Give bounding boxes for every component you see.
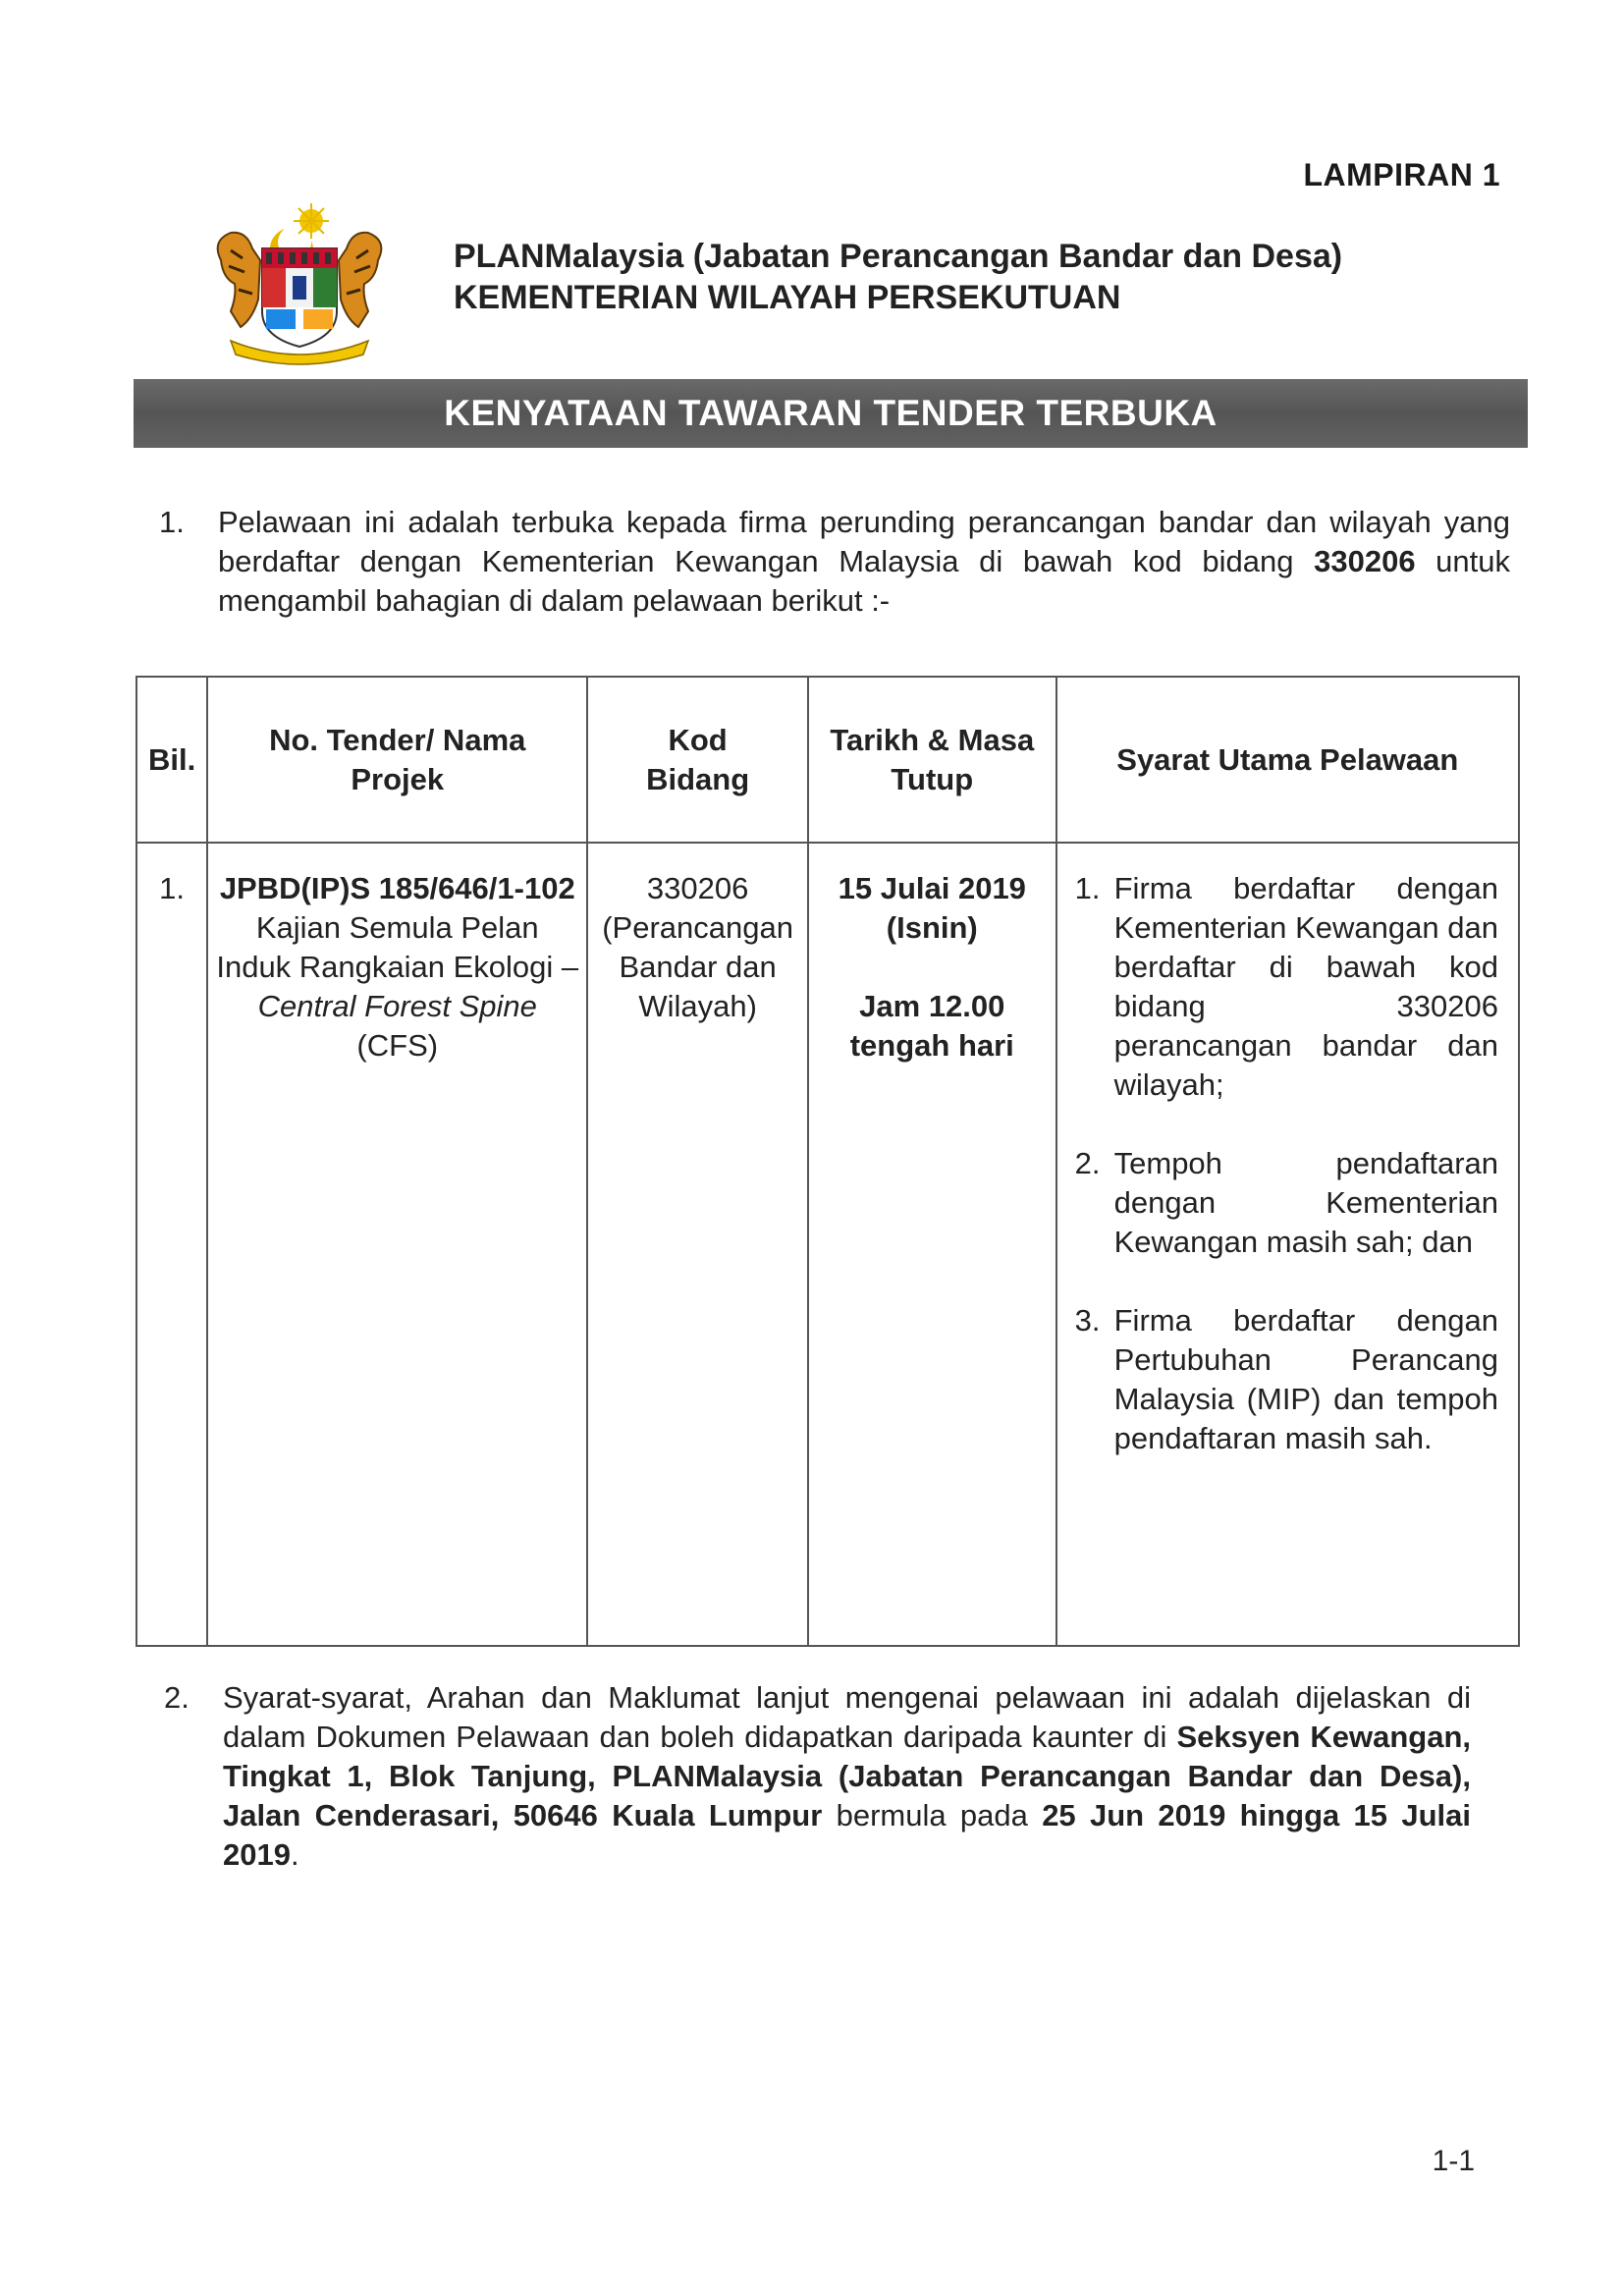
condition-item xyxy=(1075,1301,1498,1458)
header-bil: Bil. xyxy=(136,677,207,843)
closing-time: Jam 12.00 xyxy=(859,989,1005,1023)
closing-time-2: tengah hari xyxy=(849,1028,1014,1063)
header-kod: Kod Bidang xyxy=(587,677,808,843)
page-number: 1-1 xyxy=(1432,2145,1475,2177)
condition-text: Tempoh pendaftaran dengan Kementerian Kewangan masih sah; dan xyxy=(1113,1146,1498,1259)
cell-kod xyxy=(587,843,808,1646)
paragraph-1-number: 1. xyxy=(159,505,185,539)
tender-number: JPBD(IP)S 185/646/1-102 xyxy=(219,871,575,905)
paragraph-2-location: Seksyen Kewangan, Tingkat 1, Blok Tanjung, PLANMalaysia (Jabatan Perancangan Bandar dan Desa), Jalan Cenderasari, 50646 Kuala Lumpur xyxy=(223,1720,1471,1832)
header-tarikh: Tarikh & Masa Tutup xyxy=(808,677,1056,843)
condition-number: 3. xyxy=(1074,1303,1101,1338)
table-row xyxy=(136,843,1519,1646)
condition-text: Firma berdaftar dengan Pertubuhan Perancang Malaysia (MIP) dan tempoh pendaftaran masih sah. xyxy=(1113,1303,1498,1455)
table-header-row xyxy=(136,677,1519,843)
closing-date: 15 Julai 2019 xyxy=(838,871,1026,905)
project-name-suffix: (CFS) xyxy=(356,1028,439,1063)
paragraph-1 xyxy=(159,503,1511,621)
organization-name xyxy=(454,236,1342,318)
header-tender: No. Tender/ Nama Projek xyxy=(207,677,587,843)
tender-table xyxy=(135,676,1520,1647)
document-title-banner xyxy=(134,379,1528,448)
project-name-plain: Kajian Semula Pelan Induk Rangkaian Ekologi – xyxy=(216,910,579,984)
organization-line-2: KEMENTERIAN WILAYAH PERSEKUTUAN xyxy=(454,279,1121,316)
condition-item xyxy=(1075,1144,1498,1262)
condition-number: 2. xyxy=(1074,1146,1101,1180)
condition-text: Firma berdaftar dengan Kementerian Kewangan dan berdaftar di bawah kod bidang 330206 perancangan bandar dan wilayah; xyxy=(1113,871,1498,1102)
paragraph-1-text-after: untuk mengambil bahagian di dalam pelawaan berikut :- xyxy=(218,544,1511,618)
project-name-italic-2: Forest Spine xyxy=(364,989,537,1023)
cell-tender xyxy=(207,843,587,1646)
paragraph-2 xyxy=(164,1678,1471,1875)
cell-tarikh xyxy=(808,843,1056,1646)
closing-day: (Isnin) xyxy=(886,910,978,945)
organization-line-1: PLANMalaysia (Jabatan Perancangan Bandar dan Desa) xyxy=(454,238,1343,275)
paragraph-2-number: 2. xyxy=(164,1680,189,1715)
header-syarat: Syarat Utama Pelawaan xyxy=(1056,677,1519,843)
kod-description: (Perancangan Bandar dan Wilayah) xyxy=(602,910,793,1023)
paragraph-2-text-mid: bermula pada xyxy=(822,1798,1043,1832)
paragraph-2-period: 25 Jun 2019 hingga 15 Julai 2019 xyxy=(223,1798,1471,1872)
paragraph-1-code: 330206 xyxy=(1314,544,1416,578)
paragraph-2-text-before: Syarat-syarat, Arahan dan Maklumat lanjut mengenai pelawaan ini adalah dijelaskan di dalam Dokumen Pelawaan dan boleh didapatkan daripada kaunter di xyxy=(223,1680,1471,1754)
cell-syarat xyxy=(1056,843,1519,1646)
cell-bil: 1. xyxy=(136,843,207,1646)
project-name-italic-1: Central xyxy=(257,989,356,1023)
paragraph-1-text-before: Pelawaan ini adalah terbuka kepada firma perunding perancangan bandar dan wilayah yang berdaftar dengan Kementerian Kewangan Malaysia di bawah kod bidang xyxy=(218,505,1510,578)
malaysia-coat-of-arms-icon xyxy=(201,201,398,368)
document-title: KENYATAAN TAWARAN TENDER TERBUKA xyxy=(444,393,1218,433)
condition-item xyxy=(1075,869,1498,1105)
paragraph-2-text-end: . xyxy=(290,1837,299,1872)
kod-code: 330206 xyxy=(646,871,749,905)
project-name xyxy=(216,908,578,1066)
condition-number: 1. xyxy=(1074,871,1101,905)
annex-label: LAMPIRAN 1 xyxy=(1303,157,1500,192)
